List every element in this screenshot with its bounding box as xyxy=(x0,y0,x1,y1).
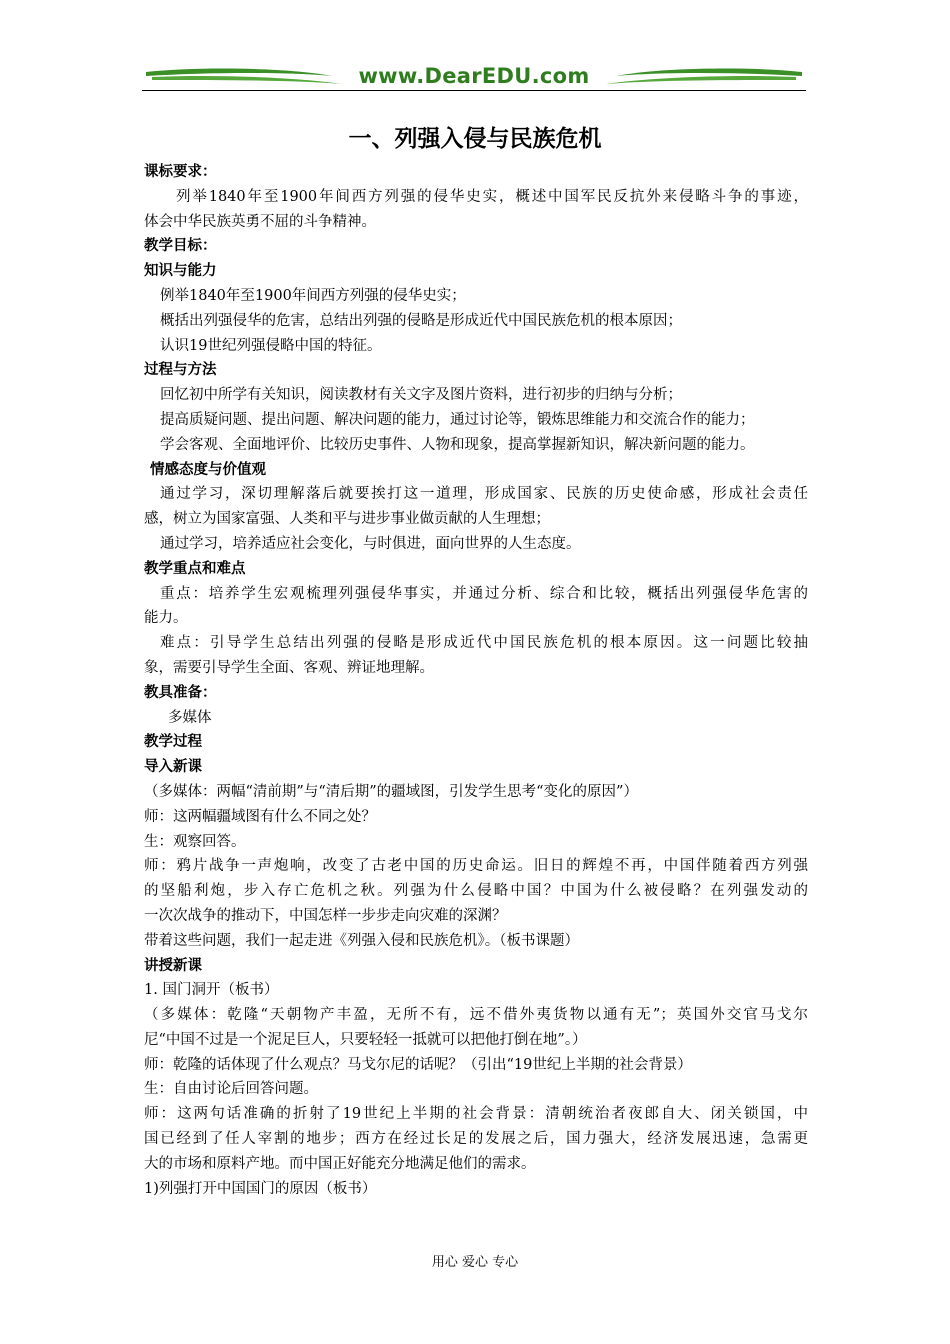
text-line: 生：自由讨论后回答问题。 xyxy=(144,1081,318,1098)
text-line: 师：乾隆的话体现了什么观点？马戈尔尼的话呢？（引出“19世纪上半期的社会背景） xyxy=(144,1056,692,1073)
text-line: 多媒体 xyxy=(168,709,212,726)
text-line: 体会中华民族英勇不屈的斗争精神。 xyxy=(144,213,376,230)
text-line: 国已经到了任人宰割的地步；西方在经过长足的发展之后，国力强大，经济发展迅速，急需更 xyxy=(144,1131,808,1148)
text-line: 列举1840年至1900年间西方列强的侵华史实，概述中国军民反抗外来侵略斗争的事迹， xyxy=(176,188,808,205)
section-heading: 教具准备： xyxy=(144,684,217,701)
text-line: 带着这些问题，我们一起走进《列强入侵和民族危机》。（板书课题） xyxy=(144,932,579,949)
text-line: 提高质疑问题、提出问题、解决问题的能力，通过讨论等，锻炼思维能力和交流合作的能力； xyxy=(160,411,755,428)
text-line: 感，树立为国家富强、人类和平与进步事业做贡献的人生理想； xyxy=(144,511,550,528)
document-body xyxy=(144,160,808,1201)
section-heading: 情感态度与价值观 xyxy=(150,461,266,478)
text-line: 的坚船利炮，步入存亡危机之秋。列强为什么侵略中国？中国为什么被侵略？在列强发动的 xyxy=(144,883,808,900)
section-heading: 过程与方法 xyxy=(144,362,217,379)
text-line: 能力。 xyxy=(144,610,188,627)
section-heading: 讲授新课 xyxy=(144,957,202,974)
page-footer: 用心 爱心 专心 xyxy=(431,1255,519,1270)
text-line: 重点：培养学生宏观梳理列强侵华事实，并通过分析、综合和比较，概括出列强侵华危害的 xyxy=(160,585,808,602)
text-line: 象，需要引导学生全面、客观、辨证地理解。 xyxy=(144,659,434,676)
text-line: 1)列强打开中国国门的原因（板书） xyxy=(144,1180,377,1197)
logo-text: www.DearEDU.com xyxy=(358,64,590,88)
header-rule xyxy=(142,90,806,91)
text-line: 1. 国门洞开（板书） xyxy=(144,982,279,999)
text-line: 大的市场和原料产地。而中国正好能充分地满足他们的需求。 xyxy=(144,1155,536,1172)
section-heading: 教学过程 xyxy=(144,734,202,751)
section-heading: 知识与能力 xyxy=(144,263,217,280)
section-heading: 课标要求： xyxy=(144,164,217,180)
document-title: 一、列强入侵与民族危机 xyxy=(348,126,602,152)
text-line: 回忆初中所学有关知识，阅读教材有关文字及图片资料，进行初步的归纳与分析； xyxy=(160,387,682,404)
text-line: 师：鸦片战争一声炮响，改变了古老中国的历史命运。旧日的辉煌不再，中国伴随着西方列强 xyxy=(144,858,808,875)
text-line: 认识19世纪列强侵略中国的特征。 xyxy=(160,337,382,354)
text-line: 概括出列强侵华的危害，总结出列强的侵略是形成近代中国民族危机的根本原因； xyxy=(160,312,682,329)
text-line: 生：观察回答。 xyxy=(144,833,246,850)
section-heading: 教学目标： xyxy=(144,238,217,255)
text-line: 尼“中国不过是一个泥足巨人，只要轻轻一抵就可以把他打倒在地”。） xyxy=(144,1031,587,1048)
text-line: 一次次战争的推动下，中国怎样一步步走向灾难的深渊？ xyxy=(144,907,507,924)
text-line: 通过学习，培养适应社会变化，与时俱进，面向世界的人生态度。 xyxy=(160,535,581,552)
section-heading: 教学重点和难点 xyxy=(144,560,246,577)
text-line: 学会客观、全面地评价、比较历史事件、人物和现象，提高掌握新知识，解决新问题的能力。 xyxy=(160,436,755,453)
text-line: （多媒体：两幅“清前期”与“清后期”的疆域图，引发学生思考“变化的原因”） xyxy=(144,783,638,800)
text-line: 例举1840年至1900年间西方列强的侵华史实； xyxy=(160,287,466,304)
text-line: 师：这两幅疆域图有什么不同之处？ xyxy=(144,808,376,825)
section-heading: 导入新课 xyxy=(144,759,202,776)
text-line: 难点：引导学生总结出列强的侵略是形成近代中国民族危机的根本原因。这一问题比较抽 xyxy=(160,635,808,652)
text-line: （多媒体：乾隆“天朝物产丰盈，无所不有，远不借外夷货物以通有无”；英国外交官马戈尔 xyxy=(144,1007,808,1024)
text-line: 通过学习，深切理解落后就要挨打这一道理，形成国家、民族的历史使命感，形成社会责任 xyxy=(160,486,808,503)
text-line: 师：这两句话准确的折射了19世纪上半期的社会背景：清朝统治者夜郎自大、闭关锁国，中 xyxy=(144,1106,808,1123)
